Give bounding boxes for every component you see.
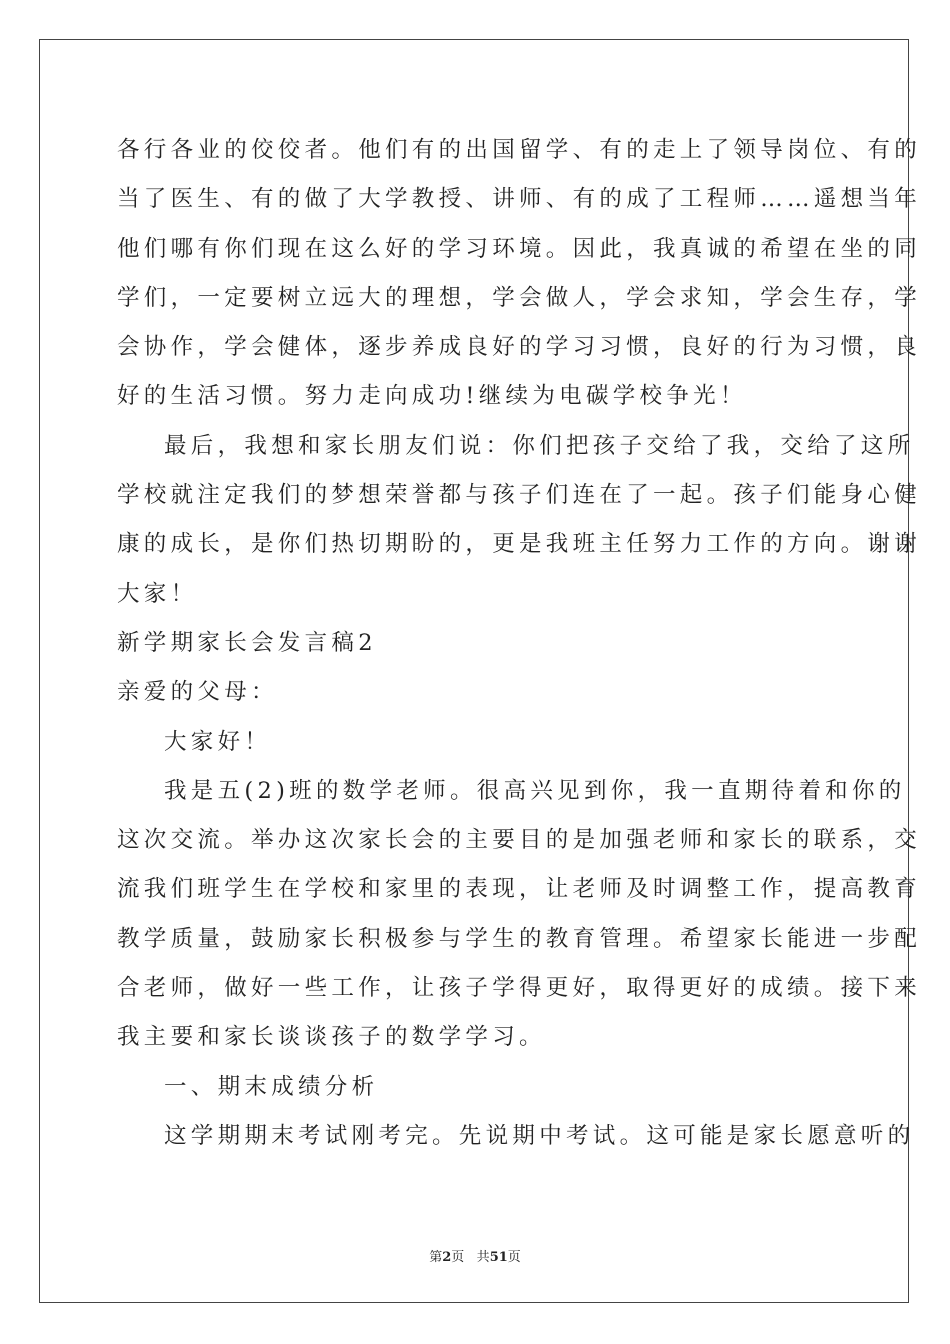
- body-line: 我是五(2)班的数学老师。很高兴见到你，我一直期待着和你的: [164, 777, 906, 804]
- body-line: 他们哪有你们现在这么好的学习环境。因此，我真诚的希望在坐的同: [117, 235, 922, 262]
- total-suffix: 页: [507, 1250, 521, 1265]
- total-pages: 51: [489, 1250, 508, 1265]
- total-prefix: 共: [476, 1250, 490, 1265]
- body-line: 合老师，做好一些工作，让孩子学得更好，取得更好的成绩。接下来: [117, 975, 922, 1002]
- body-line: 教学质量，鼓励家长积极参与学生的教育管理。希望家长能进一步配: [117, 925, 922, 952]
- page-prefix: 第: [429, 1250, 443, 1265]
- page-footer: [0, 1246, 950, 1265]
- body-line: 大家！: [117, 580, 198, 607]
- body-line: 流我们班学生在学校和家里的表现，让老师及时调整工作，提高教育: [117, 876, 922, 903]
- subsection-heading: 一、期末成绩分析: [164, 1073, 379, 1100]
- body-line: 学校就注定我们的梦想荣誉都与孩子们连在了一起。孩子们能身心健: [117, 482, 922, 509]
- body-line: 康的成长，是你们热切期盼的，更是我班主任努力工作的方向。谢谢: [117, 531, 922, 558]
- body-line: 最后，我想和家长朋友们说：你们把孩子交给了我，交给了这所: [164, 432, 915, 459]
- page-suffix: 页: [451, 1250, 465, 1265]
- section-title: 新学期家长会发言稿2: [117, 629, 377, 656]
- body-line: 好的生活习惯。努力走向成功!继续为电碳学校争光！: [117, 383, 747, 410]
- body-line: 这学期期末考试刚考完。先说期中考试。这可能是家长愿意听的: [164, 1122, 915, 1149]
- body-line: 当了医生、有的做了大学教授、讲师、有的成了工程师……遥想当年: [117, 186, 922, 213]
- body-line: 学们，一定要树立远大的理想，学会做人，学会求知，学会生存，学: [117, 284, 922, 311]
- body-line: 这次交流。举办这次家长会的主要目的是加强老师和家长的联系，交: [117, 827, 922, 854]
- body-line: 我主要和家长谈谈孩子的数学学习。: [117, 1024, 546, 1051]
- greeting: 大家好！: [164, 728, 272, 755]
- page-number: 2: [442, 1250, 452, 1265]
- salutation: 亲爱的父母：: [117, 679, 278, 706]
- body-line: 会协作，学会健体，逐步养成良好的学习习惯，良好的行为习惯，良: [117, 334, 922, 361]
- document-body: [117, 126, 922, 1161]
- body-line: 各行各业的佼佼者。他们有的出国留学、有的走上了领导岗位、有的: [117, 137, 922, 163]
